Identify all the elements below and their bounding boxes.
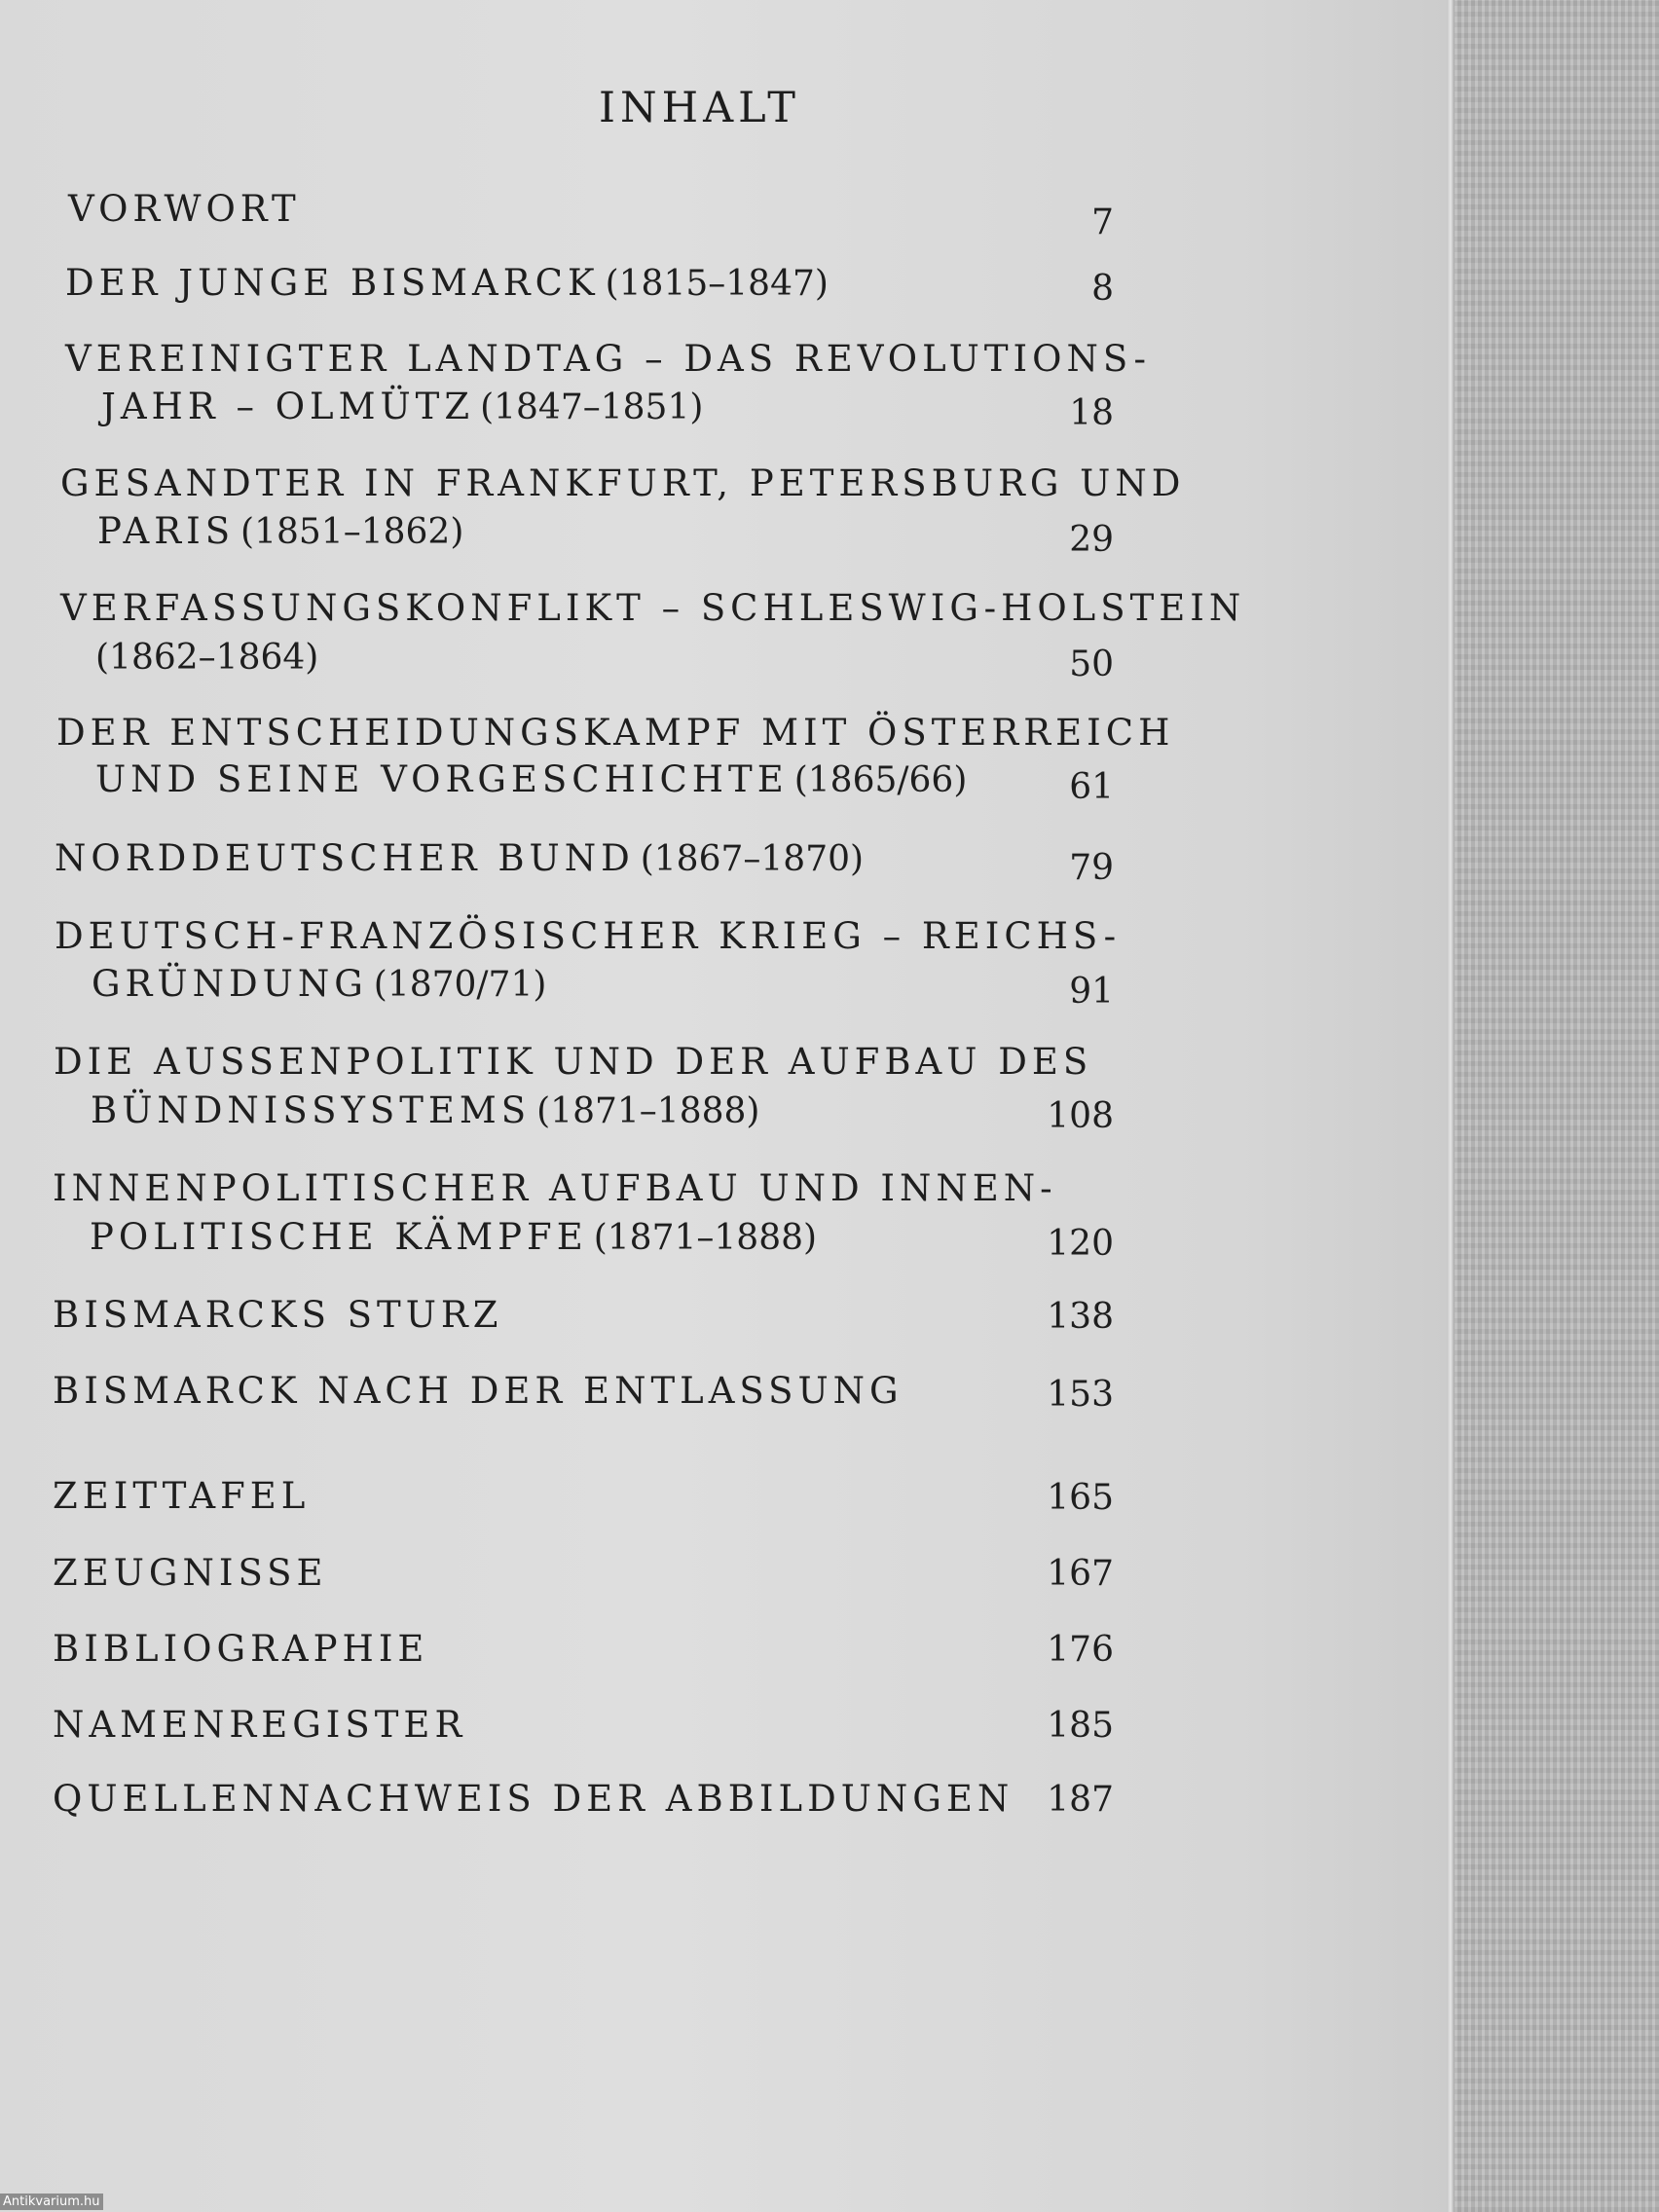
book-edge-background bbox=[1455, 0, 1659, 2212]
toc-page-number: 79 bbox=[1069, 848, 1114, 888]
toc-entry-continuation bbox=[97, 510, 464, 552]
toc-entry-der-junge-bismarck bbox=[65, 262, 829, 304]
toc-entry-title: INNENPOLITISCHER AUFBAU UND INNEN- bbox=[53, 1167, 1057, 1209]
toc-entry-years: (1851–1862) bbox=[240, 512, 464, 552]
toc-page-number: 18 bbox=[1069, 393, 1114, 433]
toc-page-number: 8 bbox=[1091, 269, 1114, 309]
toc-entry-vereinigter-landtag bbox=[65, 338, 1152, 380]
watermark: Antikvarium.hu bbox=[0, 2194, 103, 2210]
page-edge bbox=[1447, 0, 1455, 2212]
toc-entry-title: BIBLIOGRAPHIE bbox=[53, 1628, 429, 1670]
toc-entry-continuation bbox=[90, 1216, 818, 1258]
toc-entry-continuation bbox=[95, 639, 318, 676]
toc-entry-title: DER ENTSCHEIDUNGSKAMPF MIT ÖSTERREICH bbox=[56, 712, 1175, 754]
toc-entry-bibliographie bbox=[53, 1628, 429, 1670]
toc-entry-entscheidungskampf bbox=[56, 712, 1175, 754]
toc-page-number: 187 bbox=[1047, 1780, 1114, 1820]
toc-entry-continuation bbox=[95, 758, 968, 800]
toc-entry-years: (1867–1870) bbox=[640, 839, 865, 879]
toc-entry-gesandter bbox=[60, 462, 1186, 504]
toc-entry-title: VORWORT bbox=[68, 188, 301, 230]
toc-entry-title-cont: POLITISCHE KÄMPFE bbox=[90, 1216, 588, 1258]
toc-entry-zeugnisse bbox=[53, 1552, 328, 1594]
page-title: INHALT bbox=[599, 84, 800, 132]
toc-entry-aussenpolitik bbox=[54, 1041, 1093, 1083]
toc-page-number: 29 bbox=[1069, 520, 1114, 560]
toc-page-number: 50 bbox=[1069, 645, 1114, 684]
toc-entry-vorwort bbox=[68, 188, 301, 230]
toc-entry-title: DIE AUSSENPOLITIK UND DER AUFBAU DES bbox=[54, 1041, 1093, 1083]
toc-entry-title: NORDDEUTSCHER BUND bbox=[55, 837, 635, 879]
toc-page-number: 153 bbox=[1047, 1375, 1114, 1415]
toc-entry-nach-der-entlassung bbox=[53, 1370, 903, 1412]
toc-entry-title: QUELLENNACHWEIS DER ABBILDUNGEN bbox=[53, 1778, 1014, 1820]
toc-page-number: 91 bbox=[1069, 972, 1114, 1012]
toc-page-number: 185 bbox=[1047, 1706, 1114, 1746]
toc-page-number: 165 bbox=[1047, 1478, 1114, 1518]
toc-page-number: 108 bbox=[1047, 1096, 1114, 1136]
toc-entry-namenregister bbox=[53, 1704, 467, 1746]
toc-entry-zeittafel bbox=[53, 1475, 311, 1517]
toc-entry-quellennachweis bbox=[53, 1778, 1014, 1820]
toc-entry-years: (1862–1864) bbox=[95, 638, 319, 678]
toc-page-number: 138 bbox=[1047, 1297, 1114, 1337]
toc-entry-years: (1870/71) bbox=[373, 965, 547, 1005]
toc-entry-title: DEUTSCH-FRANZÖSISCHER KRIEG – REICHS- bbox=[55, 915, 1122, 957]
toc-entry-title-cont: BÜNDNISSYSTEMS bbox=[91, 1089, 532, 1131]
toc-entry-title-cont: UND SEINE VORGESCHICHTE bbox=[95, 758, 789, 800]
toc-entry-continuation bbox=[91, 1089, 760, 1131]
toc-entry-deutsch-franzoesischer-krieg bbox=[55, 915, 1122, 957]
toc-entry-continuation bbox=[92, 963, 547, 1005]
toc-entry-innenpolitischer-aufbau bbox=[53, 1167, 1057, 1209]
toc-entry-title: DER JUNGE BISMARCK bbox=[65, 262, 600, 304]
toc-entry-title: ZEUGNISSE bbox=[53, 1552, 328, 1594]
toc-page-number: 120 bbox=[1047, 1224, 1114, 1264]
toc-page-number: 167 bbox=[1047, 1554, 1114, 1594]
toc-page-number: 176 bbox=[1047, 1630, 1114, 1670]
toc-entry-years: (1871–1888) bbox=[536, 1091, 760, 1131]
toc-entry-title: GESANDTER IN FRANKFURT, PETERSBURG UND bbox=[60, 462, 1186, 504]
toc-entry-verfassungskonflikt bbox=[60, 587, 1246, 629]
toc-entry-title: BISMARCKS STURZ bbox=[53, 1294, 503, 1336]
toc-entry-bismarcks-sturz bbox=[53, 1294, 503, 1336]
toc-entry-years: (1871–1888) bbox=[593, 1218, 818, 1258]
toc-entry-title: VEREINIGTER LANDTAG – DAS REVOLUTIONS- bbox=[65, 338, 1152, 380]
toc-entry-title-cont: JAHR – OLMÜTZ bbox=[101, 386, 475, 427]
toc-entry-norddeutscher-bund bbox=[55, 837, 865, 879]
toc-entry-title: VERFASSUNGSKONFLIKT – SCHLESWIG-HOLSTEIN bbox=[60, 587, 1246, 629]
toc-entry-years: (1865/66) bbox=[793, 760, 968, 800]
toc-entry-title: BISMARCK NACH DER ENTLASSUNG bbox=[53, 1370, 903, 1412]
toc-entry-title-cont: GRÜNDUNG bbox=[92, 963, 368, 1005]
toc-page-number: 61 bbox=[1069, 767, 1114, 807]
toc-entry-title: NAMENREGISTER bbox=[53, 1704, 467, 1746]
toc-entry-title: ZEITTAFEL bbox=[53, 1475, 311, 1517]
toc-page-number: 7 bbox=[1091, 203, 1114, 242]
toc-entry-title-cont: PARIS bbox=[97, 510, 236, 552]
toc-entry-years: (1815–1847) bbox=[605, 264, 829, 304]
toc-entry-years: (1847–1851) bbox=[480, 387, 704, 427]
toc-entry-continuation bbox=[101, 388, 703, 425]
